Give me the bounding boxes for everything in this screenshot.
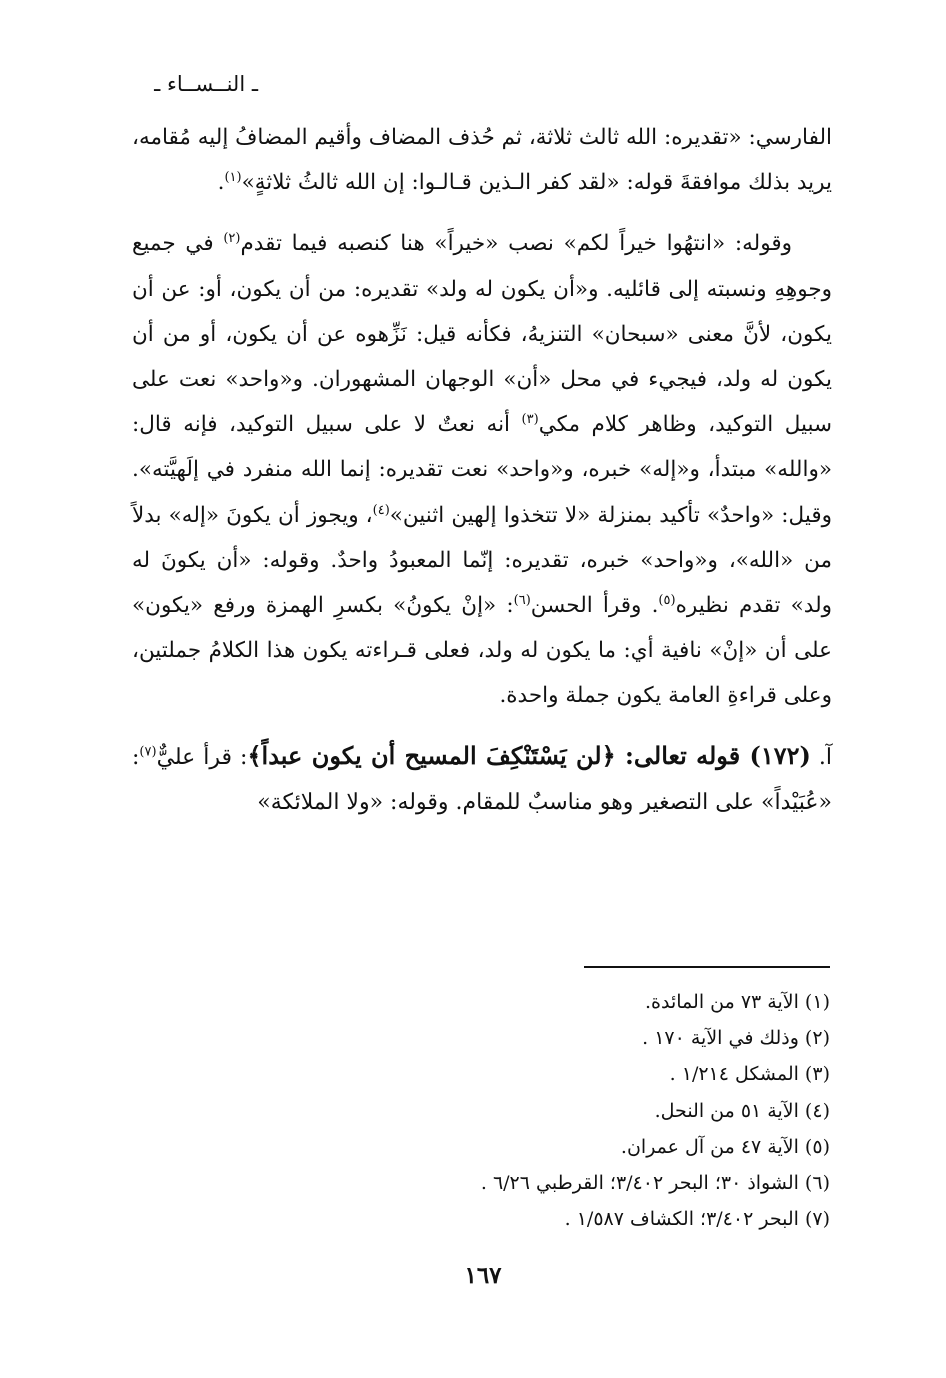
footnote-mark-4: (٤) — [372, 502, 390, 518]
ayah-text: : «عُبَيْداً» على التصغير وهو مناسبٌ للمقام. وقوله: «ولا الملائكة» — [132, 744, 832, 815]
footnote-mark-1: (١) — [224, 170, 242, 186]
page-number: ١٦٧ — [464, 1262, 502, 1289]
paragraph-intahu — [132, 221, 832, 718]
footnote-5: (٥) الآية ٤٧ من آل عمران. — [620, 1135, 830, 1158]
footnotes-list — [230, 984, 830, 1237]
footnote-mark-6: (٦) — [513, 592, 531, 608]
footnote-mark-3: (٣) — [521, 412, 539, 428]
paragraph-text: في جميع وجوهِهِ ونسبته إلى قائليه. و«أن يكون له ولد» تقديره: من أن يكون، أو: عن أن يكون، لأنَّ معنى «سبحان» التنزيهُ، فكأنه قيل: نَزِّهوه عن أن يكون، أو من أن يكون له ولد، فيجيء في محل «أن» الوجهان المشهوران. و«واحد» نعت على سبيل التوكيد، وظاهر كلام مكي — [132, 231, 832, 438]
footnote-4: (٤) الآية ٥١ من النحل. — [654, 1099, 830, 1122]
footnote-6: (٦) الشواذ ٣٠؛ البحر ٣/٤٠٢؛ القرطبي ٦/٢٦ . — [480, 1172, 830, 1195]
paragraph-text: ، ويجوز أن يكونَ «إله» بدلاً من «الله»، و«واحد» خبره، تقديره: إنّما المعبودُ واحدٌ. وقوله: «أن يكونَ له ولد» تقدم نظيره — [132, 502, 832, 619]
footnote-2: (٢) وذلك في الآية ١٧٠ . — [642, 1027, 830, 1050]
paragraph-text: أنه نعتٌ لا على سبيل التوكيد، فإنه قال: «والله» مبتدأ، و«إله» خبره، و«واحد» نعت تقديره: إنما الله منفرد في إلَهيَّته». وقيل: «واحدٌ» تأكيد بمنزلة «لا تتخذوا إلهين اثنين» — [132, 412, 832, 528]
footnote-mark-7: (٧) — [139, 744, 157, 760]
paragraph-text: الفارسي: «تقديره: الله ثالث ثلاثة، ثم حُذف المضاف وأقيم المضافُ إليه مُقامه، يريد بذلك موافقةَ قوله: «لقد كفر الـذين قـالـوا: إن الله ثالثُ ثلاثةٍ» — [132, 125, 832, 196]
running-header: ـ النــســاء ـ — [154, 72, 258, 96]
paragraph-farisi: الفارسي: «تقديره: الله ثالث ثلاثة، ثم حُذف المضاف وأقيم المضافُ إليه مُقامه، يريد بذلك موافقةَ قوله: «لقد كفر الـذين قـالـوا: إن الله ثالثُ ثلاثةٍ»$^{(١)}$. — [132, 125, 832, 196]
footnote-1: (١) الآية ٧٣ من المائدة. — [645, 991, 830, 1013]
footnote-separator — [584, 966, 830, 968]
footnote-3: (٣) المشكل ١/٢١٤ . — [669, 1063, 830, 1086]
ayah-text: : قرأ عليٌّ — [156, 744, 248, 770]
footnote-7: (٧) البحر ٣/٤٠٢؛ الكشاف ١/٥٨٧ . — [564, 1208, 830, 1231]
main-text — [132, 115, 832, 825]
ayah-heading: (١٧٢) قوله تعالى: ﴿لن يَسْتَنْكِفَ المسيح أن يكون عبداً﴾ — [247, 740, 811, 770]
paragraph-text: : «إنْ يكونُ» بكسرِ الهمزة ورفع «يكون» على أن «إنْ» نافية أي: ما يكون له ولد، فعلى قـراءته يكون هذا الكلامُ جملتين، وعلى قراءةِ العامة يكون جملة واحدة. — [132, 593, 832, 709]
footnote-mark-2: (٢) — [223, 231, 241, 247]
ayah-prefix: آ. — [818, 744, 833, 770]
paragraph-text: وقوله: «انتهُوا خيراً لكم» نصب «خيراً» هنا كنصبه فيما تقدم — [240, 231, 792, 257]
footnote-mark-5: (٥) — [658, 592, 676, 608]
ayah-172 — [132, 733, 832, 825]
paragraph-text: . وقرأ الحسن — [530, 593, 659, 619]
